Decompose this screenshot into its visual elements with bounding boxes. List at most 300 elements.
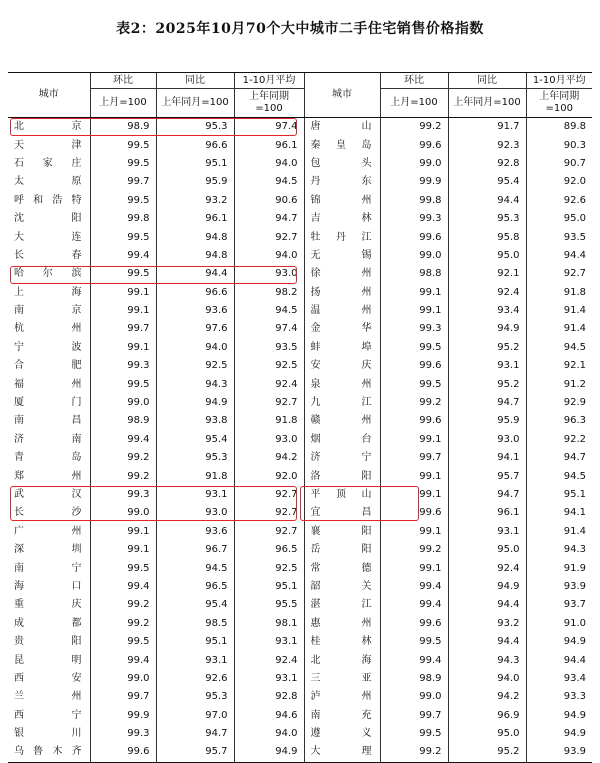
left-city-cell: 哈尔滨 (14, 268, 82, 280)
left-avg-cell: 92.5 (234, 559, 304, 577)
left-city-cell: 青岛 (14, 452, 82, 464)
left-mom-cell: 99.5 (90, 265, 156, 283)
left-yoy-cell: 95.3 (156, 118, 234, 137)
left-city-cell: 大连 (14, 231, 82, 243)
right-avg-cell: 94.4 (526, 247, 592, 265)
left-avg-cell: 94.9 (234, 743, 304, 762)
left-avg-cell: 94.5 (234, 302, 304, 320)
table-row (8, 394, 592, 412)
left-city-cell: 南昌 (14, 415, 82, 427)
left-mom-cell: 99.2 (90, 449, 156, 467)
left-yoy-cell: 96.6 (156, 136, 234, 154)
left-avg-cell: 94.6 (234, 707, 304, 725)
right-avg-cell: 92.0 (526, 173, 592, 191)
left-city-cell: 西宁 (14, 709, 82, 721)
right-mom-cell: 99.0 (380, 155, 448, 173)
left-mom-cell: 99.1 (90, 523, 156, 541)
left-mom-cell: 98.9 (90, 412, 156, 430)
right-yoy-cell: 93.4 (448, 302, 526, 320)
table-row (8, 412, 592, 430)
city-header-right: 城市 (304, 73, 380, 118)
left-city-cell: 杭州 (14, 323, 82, 335)
right-yoy-cell: 94.1 (448, 449, 526, 467)
left-avg-cell: 94.7 (234, 210, 304, 228)
left-mom-cell: 99.5 (90, 633, 156, 651)
right-mom-cell: 99.1 (380, 559, 448, 577)
right-city-cell: 锦州 (304, 192, 380, 210)
right-avg-cell: 89.8 (526, 118, 592, 137)
right-yoy-cell: 94.3 (448, 651, 526, 669)
table-row (8, 743, 592, 762)
table-row (8, 155, 592, 173)
right-yoy-cell: 94.7 (448, 486, 526, 504)
left-avg-cell: 92.4 (234, 651, 304, 669)
right-yoy-cell: 93.2 (448, 615, 526, 633)
left-city-cell: 昆明 (14, 654, 82, 666)
left-avg-cell: 95.5 (234, 596, 304, 614)
right-mom-cell: 99.1 (380, 431, 448, 449)
right-city-cell: 赣州 (304, 412, 380, 430)
right-yoy-cell: 95.2 (448, 375, 526, 393)
right-avg-cell: 95.1 (526, 486, 592, 504)
table-row (8, 302, 592, 320)
left-mom-cell: 99.0 (90, 394, 156, 412)
table-row (8, 486, 592, 504)
table-row (8, 523, 592, 541)
right-mom-cell: 99.7 (380, 707, 448, 725)
left-city-cell: 厦门 (14, 397, 82, 409)
right-mom-cell: 99.2 (380, 541, 448, 559)
table-row (8, 559, 592, 577)
right-yoy-cell: 94.4 (448, 596, 526, 614)
left-avg-cell: 98.2 (234, 284, 304, 302)
right-yoy-cell: 92.3 (448, 136, 526, 154)
right-avg-cell: 92.1 (526, 357, 592, 375)
left-yoy-cell: 95.1 (156, 155, 234, 173)
left-yoy-cell: 95.4 (156, 596, 234, 614)
right-mom-cell: 99.1 (380, 302, 448, 320)
price-index-table (8, 72, 592, 763)
left-avg-cell: 92.8 (234, 688, 304, 706)
right-avg-cell: 93.5 (526, 228, 592, 246)
right-mom-cell: 99.5 (380, 339, 448, 357)
left-mom-cell: 99.5 (90, 136, 156, 154)
left-yoy-cell: 94.3 (156, 375, 234, 393)
left-city-cell: 长沙 (14, 507, 82, 519)
right-mom-cell: 99.5 (380, 375, 448, 393)
table-row (8, 449, 592, 467)
right-city-cell: 桂林 (304, 633, 380, 651)
left-city-cell: 深圳 (14, 544, 82, 556)
left-yoy-cell: 93.0 (156, 504, 234, 522)
left-mom-cell: 99.5 (90, 228, 156, 246)
right-city-cell: 平顶山 (304, 486, 380, 504)
left-mom-cell: 99.4 (90, 651, 156, 669)
right-yoy-cell: 95.8 (448, 228, 526, 246)
left-avg-cell: 93.1 (234, 670, 304, 688)
left-city-cell: 重庆 (14, 599, 82, 611)
left-mom-cell: 99.7 (90, 173, 156, 191)
table-row (8, 357, 592, 375)
right-avg-cell: 93.4 (526, 670, 592, 688)
right-yoy-cell: 95.2 (448, 743, 526, 762)
left-avg-cell: 96.1 (234, 136, 304, 154)
left-city-cell: 银川 (14, 728, 82, 740)
left-city-cell: 太原 (14, 176, 82, 188)
right-mom-cell: 99.1 (380, 486, 448, 504)
left-avg-cell: 92.4 (234, 375, 304, 393)
left-city-cell: 贵阳 (14, 636, 82, 648)
left-city-cell: 广州 (14, 525, 82, 537)
right-city-cell: 金华 (304, 320, 380, 338)
left-city-cell: 济南 (14, 433, 82, 445)
left-city-cell: 乌鲁木齐 (8, 743, 90, 762)
table-row (8, 431, 592, 449)
yoy-header-right: 同比 (448, 73, 526, 89)
table-row (8, 265, 592, 283)
table-row (8, 320, 592, 338)
right-mom-cell: 99.8 (380, 192, 448, 210)
left-mom-cell: 99.2 (90, 467, 156, 485)
right-city-cell: 吉林 (304, 210, 380, 228)
left-yoy-cell: 93.8 (156, 412, 234, 430)
table-row (8, 173, 592, 191)
left-yoy-cell: 98.5 (156, 615, 234, 633)
left-avg-cell: 92.7 (234, 394, 304, 412)
left-yoy-cell: 93.1 (156, 486, 234, 504)
right-yoy-cell: 95.4 (448, 173, 526, 191)
left-yoy-cell: 93.6 (156, 523, 234, 541)
left-mom-cell: 99.5 (90, 155, 156, 173)
left-mom-cell: 98.9 (90, 118, 156, 137)
right-mom-cell: 99.9 (380, 173, 448, 191)
right-mom-cell: 99.2 (380, 743, 448, 762)
yoy-subheader-right: 上年同月=100 (448, 89, 526, 118)
avg-subheader-left: 上年同期=100 (234, 89, 304, 118)
left-avg-cell: 94.0 (234, 155, 304, 173)
left-mom-cell: 99.1 (90, 541, 156, 559)
right-mom-cell: 99.4 (380, 651, 448, 669)
mom-header-left: 环比 (90, 73, 156, 89)
right-avg-cell: 95.0 (526, 210, 592, 228)
table-row (8, 578, 592, 596)
right-city-cell: 泉州 (304, 375, 380, 393)
right-avg-cell: 93.7 (526, 596, 592, 614)
table-row (8, 247, 592, 265)
left-yoy-cell: 94.5 (156, 559, 234, 577)
right-yoy-cell: 94.9 (448, 578, 526, 596)
right-city-cell: 泸州 (304, 688, 380, 706)
right-mom-cell: 99.3 (380, 320, 448, 338)
table-row (8, 375, 592, 393)
left-mom-cell: 99.0 (90, 504, 156, 522)
left-mom-cell: 99.7 (90, 688, 156, 706)
right-yoy-cell: 95.7 (448, 467, 526, 485)
left-avg-cell: 96.5 (234, 541, 304, 559)
left-mom-cell: 99.8 (90, 210, 156, 228)
left-mom-cell: 99.4 (90, 431, 156, 449)
right-avg-cell: 90.3 (526, 136, 592, 154)
right-city-cell: 徐州 (304, 265, 380, 283)
right-yoy-cell: 94.9 (448, 320, 526, 338)
right-avg-cell: 94.9 (526, 633, 592, 651)
right-yoy-cell: 94.4 (448, 633, 526, 651)
right-city-cell: 无锡 (304, 247, 380, 265)
left-yoy-cell: 96.5 (156, 578, 234, 596)
left-avg-cell: 92.7 (234, 228, 304, 246)
left-mom-cell: 99.2 (90, 596, 156, 614)
left-yoy-cell: 96.6 (156, 284, 234, 302)
right-avg-cell: 94.5 (526, 339, 592, 357)
right-mom-cell: 99.1 (380, 284, 448, 302)
left-yoy-cell: 94.8 (156, 228, 234, 246)
right-city-cell: 三亚 (304, 670, 380, 688)
left-yoy-cell: 92.6 (156, 670, 234, 688)
right-yoy-cell: 96.9 (448, 707, 526, 725)
right-city-cell: 洛阳 (304, 467, 380, 485)
right-yoy-cell: 93.1 (448, 523, 526, 541)
left-avg-cell: 94.0 (234, 725, 304, 743)
right-avg-cell: 94.1 (526, 504, 592, 522)
mom-subheader-left: 上月=100 (90, 89, 156, 118)
left-yoy-cell: 96.7 (156, 541, 234, 559)
right-city-cell: 遵义 (304, 725, 380, 743)
left-city-cell: 福州 (14, 378, 82, 390)
right-avg-cell: 92.9 (526, 394, 592, 412)
right-avg-cell: 94.9 (526, 707, 592, 725)
right-mom-cell: 99.4 (380, 578, 448, 596)
left-avg-cell: 92.7 (234, 523, 304, 541)
right-yoy-cell: 92.4 (448, 284, 526, 302)
city-header-left: 城市 (8, 73, 90, 118)
left-mom-cell: 99.1 (90, 284, 156, 302)
left-yoy-cell: 95.3 (156, 449, 234, 467)
left-mom-cell: 99.7 (90, 320, 156, 338)
yoy-header-left: 同比 (156, 73, 234, 89)
table-row (8, 651, 592, 669)
table-row (8, 615, 592, 633)
right-mom-cell: 99.6 (380, 615, 448, 633)
right-city-cell: 烟台 (304, 431, 380, 449)
right-avg-cell: 91.9 (526, 559, 592, 577)
table-body (8, 118, 592, 763)
right-city-cell: 湛江 (304, 596, 380, 614)
right-mom-cell: 99.2 (380, 118, 448, 137)
table-row (8, 707, 592, 725)
left-mom-cell: 99.1 (90, 302, 156, 320)
left-city-cell: 上海 (14, 286, 82, 298)
left-city-cell: 武汉 (14, 489, 82, 500)
right-yoy-cell: 92.8 (448, 155, 526, 173)
left-mom-cell: 99.3 (90, 725, 156, 743)
left-yoy-cell: 95.3 (156, 688, 234, 706)
left-city-cell: 南京 (14, 305, 82, 317)
left-avg-cell: 97.4 (234, 118, 304, 137)
table-row (8, 339, 592, 357)
right-yoy-cell: 95.0 (448, 247, 526, 265)
right-city-cell: 大理 (304, 743, 380, 762)
left-yoy-cell: 91.8 (156, 467, 234, 485)
right-yoy-cell: 95.0 (448, 541, 526, 559)
left-mom-cell: 99.3 (90, 357, 156, 375)
table-row (8, 467, 592, 485)
left-yoy-cell: 94.8 (156, 247, 234, 265)
right-avg-cell: 94.4 (526, 651, 592, 669)
right-yoy-cell: 92.1 (448, 265, 526, 283)
right-city-cell: 丹东 (304, 173, 380, 191)
left-avg-cell: 92.5 (234, 357, 304, 375)
right-mom-cell: 98.9 (380, 670, 448, 688)
right-yoy-cell: 95.9 (448, 412, 526, 430)
left-yoy-cell: 92.5 (156, 357, 234, 375)
left-city-cell: 呼和浩特 (14, 194, 82, 206)
left-yoy-cell: 97.0 (156, 707, 234, 725)
right-avg-cell: 91.0 (526, 615, 592, 633)
right-yoy-cell: 95.3 (448, 210, 526, 228)
left-city-cell: 合肥 (14, 360, 82, 372)
right-city-cell: 秦皇岛 (304, 136, 380, 154)
right-avg-cell: 91.4 (526, 523, 592, 541)
left-avg-cell: 93.0 (234, 431, 304, 449)
left-city-cell: 沈阳 (14, 213, 82, 225)
right-city-cell: 扬州 (304, 284, 380, 302)
right-city-cell: 惠州 (304, 615, 380, 633)
left-avg-cell: 94.5 (234, 173, 304, 191)
right-city-cell: 蚌埠 (304, 339, 380, 357)
left-yoy-cell: 95.7 (156, 743, 234, 762)
left-mom-cell: 99.1 (90, 339, 156, 357)
left-avg-cell: 90.6 (234, 192, 304, 210)
right-yoy-cell: 94.0 (448, 670, 526, 688)
right-avg-cell: 92.2 (526, 431, 592, 449)
right-yoy-cell: 94.2 (448, 688, 526, 706)
right-city-cell: 济宁 (304, 449, 380, 467)
table-row (8, 670, 592, 688)
left-city-cell: 海口 (14, 580, 82, 592)
left-city-cell: 南宁 (14, 562, 82, 574)
left-yoy-cell: 95.4 (156, 431, 234, 449)
table-row (8, 210, 592, 228)
left-city-cell: 成都 (14, 617, 82, 629)
right-mom-cell: 99.3 (380, 210, 448, 228)
left-mom-cell: 99.4 (90, 578, 156, 596)
left-yoy-cell: 95.1 (156, 633, 234, 651)
right-mom-cell: 99.5 (380, 633, 448, 651)
table-row (8, 596, 592, 614)
right-city-cell: 常德 (304, 559, 380, 577)
right-city-cell: 包头 (304, 155, 380, 173)
right-city-cell: 温州 (304, 302, 380, 320)
left-yoy-cell: 94.9 (156, 394, 234, 412)
left-mom-cell: 99.4 (90, 247, 156, 265)
right-mom-cell: 99.0 (380, 247, 448, 265)
left-yoy-cell: 94.7 (156, 725, 234, 743)
right-city-cell: 襄阳 (304, 523, 380, 541)
right-mom-cell: 99.6 (380, 136, 448, 154)
left-yoy-cell: 93.1 (156, 651, 234, 669)
table-row (8, 136, 592, 154)
right-mom-cell: 99.6 (380, 412, 448, 430)
right-avg-cell: 93.9 (526, 578, 592, 596)
right-yoy-cell: 95.0 (448, 725, 526, 743)
right-mom-cell: 99.4 (380, 596, 448, 614)
left-city-cell: 天津 (14, 139, 82, 151)
left-mom-cell: 99.5 (90, 559, 156, 577)
table-row (8, 228, 592, 246)
left-mom-cell: 99.5 (90, 375, 156, 393)
right-avg-cell: 96.3 (526, 412, 592, 430)
right-avg-cell: 93.3 (526, 688, 592, 706)
right-avg-cell: 92.7 (526, 265, 592, 283)
avg-header-left: 1-10月平均 (234, 73, 304, 89)
left-yoy-cell: 95.9 (156, 173, 234, 191)
table-title: 表2：2025年10月70个大中城市二手住宅销售价格指数 (116, 21, 484, 37)
right-yoy-cell: 92.4 (448, 559, 526, 577)
table-row (8, 192, 592, 210)
left-mom-cell: 99.6 (90, 743, 156, 762)
right-mom-cell: 99.0 (380, 688, 448, 706)
left-mom-cell: 99.0 (90, 670, 156, 688)
left-city-cell: 兰州 (14, 691, 82, 703)
left-yoy-cell: 93.2 (156, 192, 234, 210)
right-avg-cell: 91.8 (526, 284, 592, 302)
left-yoy-cell: 94.4 (156, 265, 234, 283)
right-mom-cell: 98.8 (380, 265, 448, 283)
right-yoy-cell: 93.1 (448, 357, 526, 375)
table-row (8, 118, 592, 137)
left-avg-cell: 92.0 (234, 467, 304, 485)
right-city-cell: 安庆 (304, 357, 380, 375)
left-avg-cell: 92.7 (234, 504, 304, 522)
right-mom-cell: 99.6 (380, 504, 448, 522)
right-city-cell: 唐山 (304, 118, 380, 137)
right-yoy-cell: 96.1 (448, 504, 526, 522)
left-avg-cell: 92.7 (234, 486, 304, 504)
left-yoy-cell: 93.6 (156, 302, 234, 320)
right-yoy-cell: 94.7 (448, 394, 526, 412)
left-city-cell: 西安 (14, 672, 82, 684)
left-yoy-cell: 97.6 (156, 320, 234, 338)
right-city-cell: 南充 (304, 707, 380, 725)
right-avg-cell: 94.7 (526, 449, 592, 467)
left-avg-cell: 93.5 (234, 339, 304, 357)
left-mom-cell: 99.2 (90, 615, 156, 633)
table-row (8, 284, 592, 302)
right-mom-cell: 99.2 (380, 394, 448, 412)
left-yoy-cell: 96.1 (156, 210, 234, 228)
left-avg-cell: 97.4 (234, 320, 304, 338)
left-city-cell: 郑州 (14, 470, 82, 482)
left-yoy-cell: 94.0 (156, 339, 234, 357)
right-city-cell: 九江 (304, 394, 380, 412)
right-avg-cell: 94.3 (526, 541, 592, 559)
right-avg-cell: 94.9 (526, 725, 592, 743)
right-mom-cell: 99.6 (380, 228, 448, 246)
right-avg-cell: 93.9 (526, 743, 592, 762)
right-yoy-cell: 91.7 (448, 118, 526, 137)
left-avg-cell: 93.1 (234, 633, 304, 651)
table-row (8, 725, 592, 743)
right-yoy-cell: 95.2 (448, 339, 526, 357)
left-mom-cell: 99.3 (90, 486, 156, 504)
left-city-cell: 长春 (14, 249, 82, 261)
right-yoy-cell: 93.0 (448, 431, 526, 449)
yoy-subheader-left: 上年同月=100 (156, 89, 234, 118)
right-city-cell: 宜昌 (304, 504, 380, 522)
left-avg-cell: 91.8 (234, 412, 304, 430)
right-avg-cell: 91.4 (526, 302, 592, 320)
table-row (8, 504, 592, 522)
